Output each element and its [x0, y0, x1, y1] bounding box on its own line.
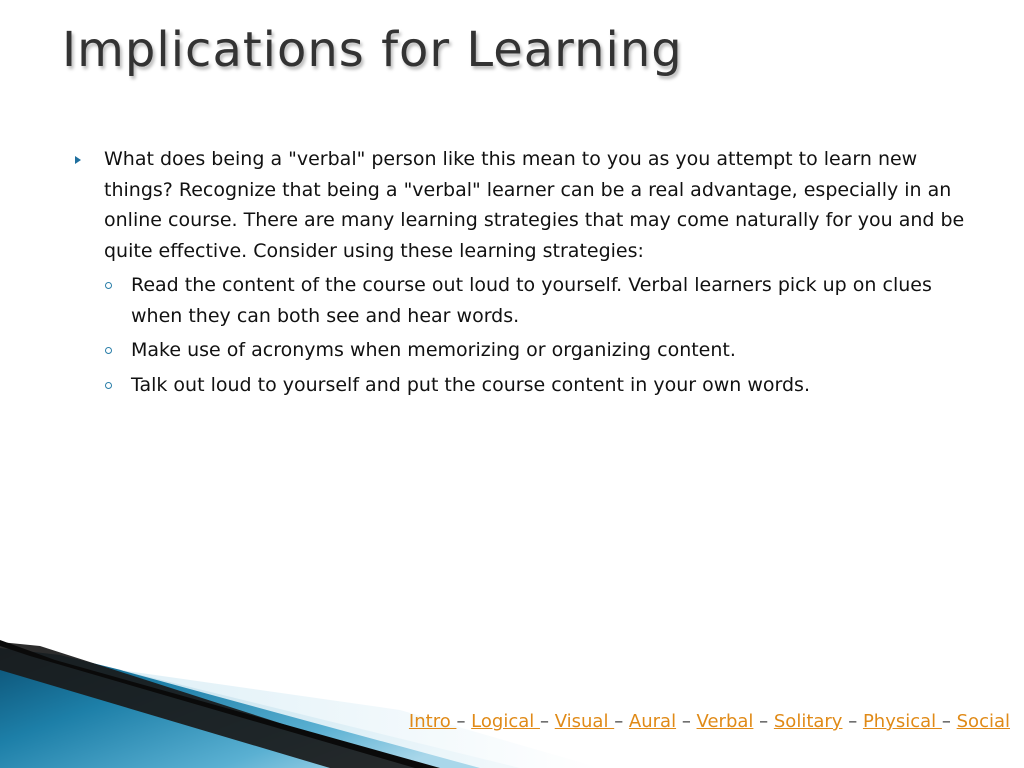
nav-separator: –	[759, 711, 769, 732]
footer-nav	[409, 711, 1010, 732]
circle-outline-icon	[105, 347, 112, 354]
sub-bullet-text: Read the content of the course out loud to yourself. Verbal learners pick up on clues when they can both see and hear words.	[131, 274, 932, 327]
nav-separator: –	[539, 711, 549, 732]
nav-link-social[interactable]: Social	[956, 711, 1010, 732]
main-bullet	[75, 144, 975, 266]
nav-link-solitary[interactable]: Solitary	[773, 711, 843, 732]
sub-bullet-text: Make use of acronyms when memorizing or organizing content.	[131, 339, 736, 361]
decorative-swoosh	[0, 600, 1024, 768]
nav-link-aural[interactable]: Aural	[628, 711, 677, 732]
nav-link-verbal[interactable]: Verbal	[696, 711, 754, 732]
nav-separator: –	[941, 711, 951, 732]
nav-link-physical[interactable]: Physical	[862, 711, 942, 732]
sub-bullet	[75, 335, 975, 366]
sub-bullet	[75, 370, 975, 401]
sub-bullet-list	[75, 270, 975, 400]
nav-separator: –	[614, 711, 624, 732]
circle-outline-icon	[105, 282, 112, 289]
nav-link-intro[interactable]: Intro	[408, 711, 457, 732]
slide-title: Implications for Learning	[62, 22, 683, 78]
bullet-list	[75, 144, 975, 404]
sub-bullet	[75, 270, 975, 331]
main-bullet-text: What does being a "verbal" person like this mean to you as you attempt to learn new things? Recognize that being a "verbal" learner can be a real advantage, especially in an online course. There are many learning strategies that may come naturally for you and be quite effective. Consider using these learning strategies:	[104, 148, 965, 262]
nav-separator: –	[848, 711, 858, 732]
nav-separator: –	[681, 711, 691, 732]
nav-separator: –	[456, 711, 466, 732]
nav-link-logical[interactable]: Logical	[471, 711, 540, 732]
circle-outline-icon	[105, 382, 112, 389]
nav-link-visual[interactable]: Visual	[554, 711, 615, 732]
triangle-arrow-icon	[75, 156, 81, 164]
sub-bullet-text: Talk out loud to yourself and put the course content in your own words.	[131, 373, 810, 396]
